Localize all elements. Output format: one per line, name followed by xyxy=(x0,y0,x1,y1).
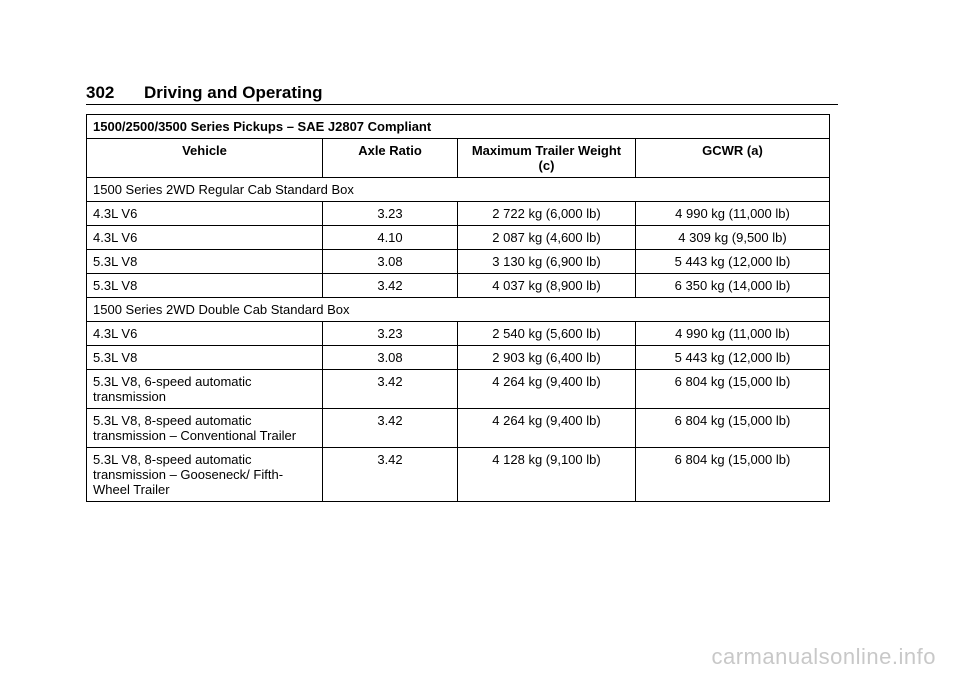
section-title: Driving and Operating xyxy=(144,83,323,102)
cell-max-trailer-weight: 2 540 kg (5,600 lb) xyxy=(458,322,636,346)
col-header-max-trailer-weight: Maximum Trailer Weight (c) xyxy=(458,139,636,178)
cell-axle-ratio: 3.42 xyxy=(323,448,458,502)
table-row xyxy=(87,226,830,250)
cell-axle-ratio: 4.10 xyxy=(323,226,458,250)
table-body xyxy=(87,178,830,502)
table-title: 1500/2500/3500 Series Pickups – SAE J2807 Compliant xyxy=(86,114,830,138)
cell-gcwr: 5 443 kg (12,000 lb) xyxy=(636,250,830,274)
cell-vehicle: 5.3L V8 xyxy=(87,346,323,370)
cell-vehicle: 5.3L V8 xyxy=(87,250,323,274)
col-header-axle-ratio: Axle Ratio xyxy=(323,139,458,178)
table-row xyxy=(87,370,830,409)
page-header xyxy=(86,82,838,105)
table-row xyxy=(87,409,830,448)
table-row xyxy=(87,322,830,346)
watermark: carmanualsonline.info xyxy=(711,644,936,669)
cell-vehicle: 5.3L V8, 8-speed automatic transmission – Conventional Trailer xyxy=(87,409,323,448)
col-header-vehicle: Vehicle xyxy=(87,139,323,178)
cell-axle-ratio: 3.23 xyxy=(323,322,458,346)
page-number: 302 xyxy=(86,83,115,102)
table-header-row xyxy=(87,139,830,178)
cell-axle-ratio: 3.08 xyxy=(323,250,458,274)
cell-max-trailer-weight: 2 087 kg (4,600 lb) xyxy=(458,226,636,250)
table-section-row xyxy=(87,178,830,202)
cell-max-trailer-weight: 2 903 kg (6,400 lb) xyxy=(458,346,636,370)
table-row xyxy=(87,202,830,226)
cell-gcwr: 6 350 kg (14,000 lb) xyxy=(636,274,830,298)
cell-max-trailer-weight: 3 130 kg (6,900 lb) xyxy=(458,250,636,274)
cell-gcwr: 4 309 kg (9,500 lb) xyxy=(636,226,830,250)
cell-gcwr: 6 804 kg (15,000 lb) xyxy=(636,448,830,502)
cell-max-trailer-weight: 4 128 kg (9,100 lb) xyxy=(458,448,636,502)
cell-vehicle: 5.3L V8, 6-speed automatic transmission xyxy=(87,370,323,409)
table-row xyxy=(87,346,830,370)
cell-axle-ratio: 3.42 xyxy=(323,274,458,298)
cell-gcwr: 6 804 kg (15,000 lb) xyxy=(636,409,830,448)
towing-spec-table xyxy=(86,114,830,502)
table-section-row xyxy=(87,298,830,322)
cell-axle-ratio: 3.08 xyxy=(323,346,458,370)
section-label: 1500 Series 2WD Regular Cab Standard Box xyxy=(87,178,830,202)
section-label: 1500 Series 2WD Double Cab Standard Box xyxy=(87,298,830,322)
cell-axle-ratio: 3.42 xyxy=(323,370,458,409)
cell-vehicle: 4.3L V6 xyxy=(87,202,323,226)
cell-max-trailer-weight: 4 264 kg (9,400 lb) xyxy=(458,370,636,409)
cell-gcwr: 6 804 kg (15,000 lb) xyxy=(636,370,830,409)
cell-gcwr: 4 990 kg (11,000 lb) xyxy=(636,202,830,226)
cell-vehicle: 5.3L V8, 8-speed automatic transmission – Gooseneck/ Fifth-Wheel Trailer xyxy=(87,448,323,502)
col-header-gcwr: GCWR (a) xyxy=(636,139,830,178)
cell-axle-ratio: 3.42 xyxy=(323,409,458,448)
cell-axle-ratio: 3.23 xyxy=(323,202,458,226)
cell-max-trailer-weight: 2 722 kg (6,000 lb) xyxy=(458,202,636,226)
table-row xyxy=(87,448,830,502)
cell-vehicle: 5.3L V8 xyxy=(87,274,323,298)
table-row xyxy=(87,250,830,274)
cell-vehicle: 4.3L V6 xyxy=(87,226,323,250)
cell-vehicle: 4.3L V6 xyxy=(87,322,323,346)
cell-max-trailer-weight: 4 037 kg (8,900 lb) xyxy=(458,274,636,298)
cell-gcwr: 4 990 kg (11,000 lb) xyxy=(636,322,830,346)
table-row xyxy=(87,274,830,298)
cell-max-trailer-weight: 4 264 kg (9,400 lb) xyxy=(458,409,636,448)
cell-gcwr: 5 443 kg (12,000 lb) xyxy=(636,346,830,370)
